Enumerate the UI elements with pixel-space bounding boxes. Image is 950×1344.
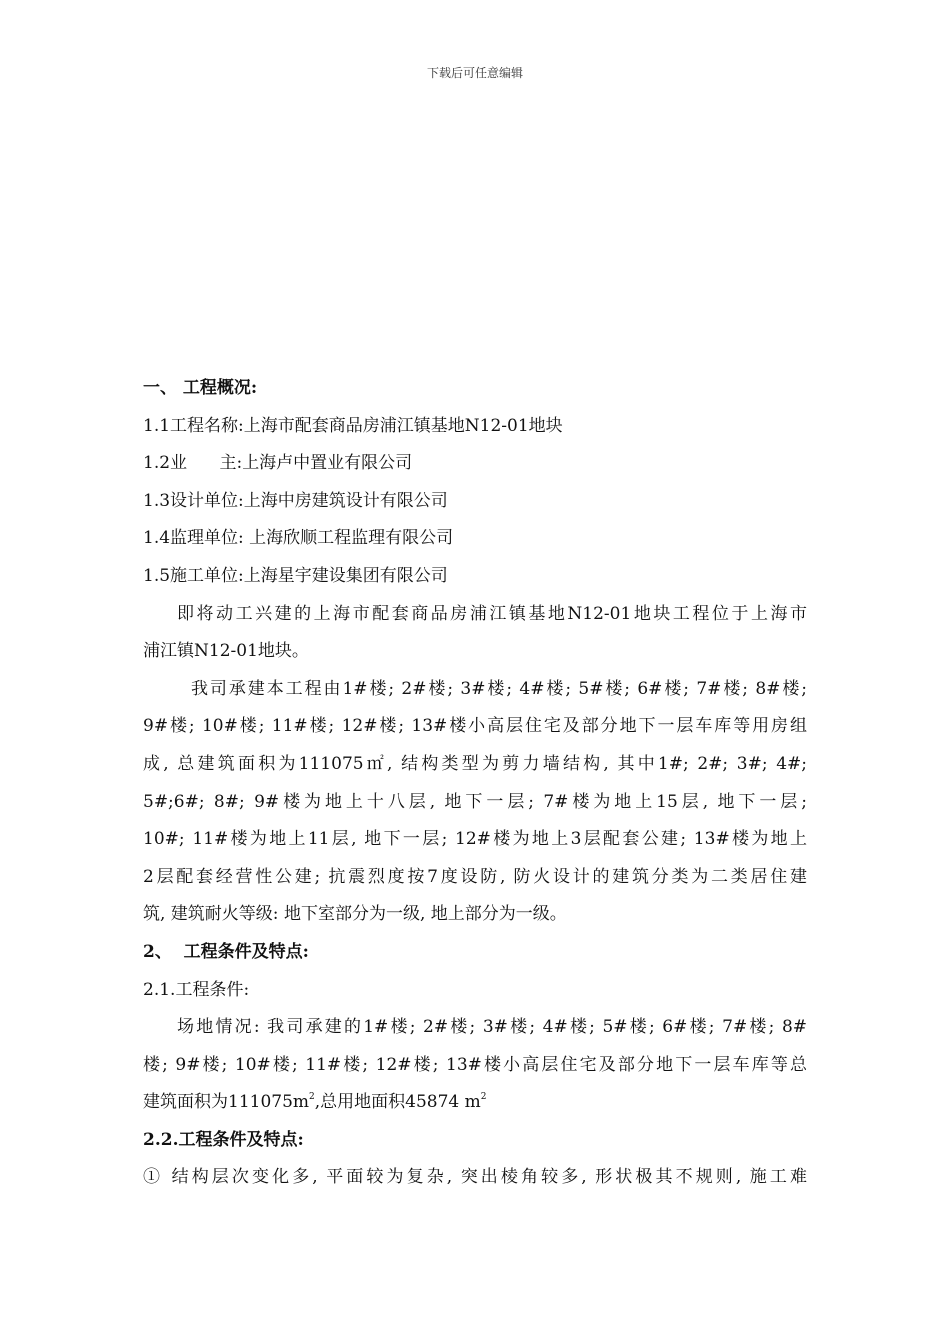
document-body <box>143 370 807 1197</box>
paragraph-line: 2层配套经营性公建; 抗震烈度按7度设防, 防火设计的建筑分类为二类居住建 <box>143 866 807 887</box>
paragraph-line: 浦江镇N12-01地块。 <box>143 641 309 662</box>
paragraph-line: 9#楼; 10#楼; 11#楼; 12#楼; 13#楼小高层住宅及部分地下一层车库等用房组 <box>143 716 807 737</box>
section-2-title: 2、 工程条件及特点: <box>143 941 309 962</box>
info-value: 上海中房建筑设计有限公司 <box>243 490 448 511</box>
section-2-1-title: 2.1.工程条件: <box>143 979 250 1000</box>
info-label: 1.2业 主: <box>143 453 243 474</box>
info-item <box>143 558 807 596</box>
paragraph-line <box>143 1084 807 1122</box>
info-item <box>143 520 807 558</box>
info-value: 上海市配套商品房浦江镇基地N12-01地块 <box>243 415 563 436</box>
info-label: 1.4监理单位: <box>143 528 244 549</box>
area-text: ,总用地面积45874 m <box>314 1092 481 1113</box>
info-value: 上海欣顺工程监理有限公司 <box>243 528 454 549</box>
paragraph-line: 我司承建本工程由1#楼; 2#楼; 3#楼; 4#楼; 5#楼; 6#楼; 7#楼; 8#楼; <box>191 678 807 699</box>
superscript: 2 <box>480 1092 487 1103</box>
paragraph-line: 10#; 11#楼为地上11层, 地下一层; 12#楼为地上3层配套公建; 13#楼为地上 <box>143 829 807 850</box>
info-item <box>143 483 807 521</box>
info-item <box>143 445 807 483</box>
info-label: 1.5施工单位: <box>143 565 244 586</box>
paragraph-line: 楼; 9#楼; 10#楼; 11#楼; 12#楼; 13#楼小高层住宅及部分地下一层车库等总 <box>143 1054 807 1075</box>
paragraph-line: 成, 总建筑面积为111075㎡, 结构类型为剪力墙结构, 其中1#; 2#; 3#; 4#; <box>143 753 807 774</box>
info-item <box>143 408 807 446</box>
section-1-title: 一、 工程概况: <box>143 378 258 398</box>
paragraph-line: ① 结构层次变化多, 平面较为复杂, 突出棱角较多, 形状极其不规则, 施工难 <box>143 1167 807 1188</box>
superscript: 2 <box>309 1092 315 1103</box>
info-value: 上海星宇建设集团有限公司 <box>243 565 448 586</box>
info-label: 1.1工程名称: <box>143 415 244 436</box>
area-text: 建筑面积为111075m <box>143 1092 310 1113</box>
paragraph-line: 5#;6#; 8#; 9#楼为地上十八层, 地下一层; 7#楼为地上15层, 地下一层; <box>143 791 807 812</box>
paragraph-line: 即将动工兴建的上海市配套商品房浦江镇基地N12-01地块工程位于上海市 <box>177 603 807 624</box>
info-value: 上海卢中置业有限公司 <box>242 453 413 474</box>
paragraph-line: 筑, 建筑耐火等级: 地下室部分为一级, 地上部分为一级。 <box>143 904 567 925</box>
paragraph-line: 场地情况: 我司承建的1#楼; 2#楼; 3#楼; 4#楼; 5#楼; 6#楼; 7#楼; 8# <box>177 1017 807 1038</box>
section-2-2-title: 2.2.工程条件及特点: <box>143 1129 304 1150</box>
info-label: 1.3设计单位: <box>143 490 244 511</box>
page-header: 下载后可任意编辑 <box>426 66 523 80</box>
